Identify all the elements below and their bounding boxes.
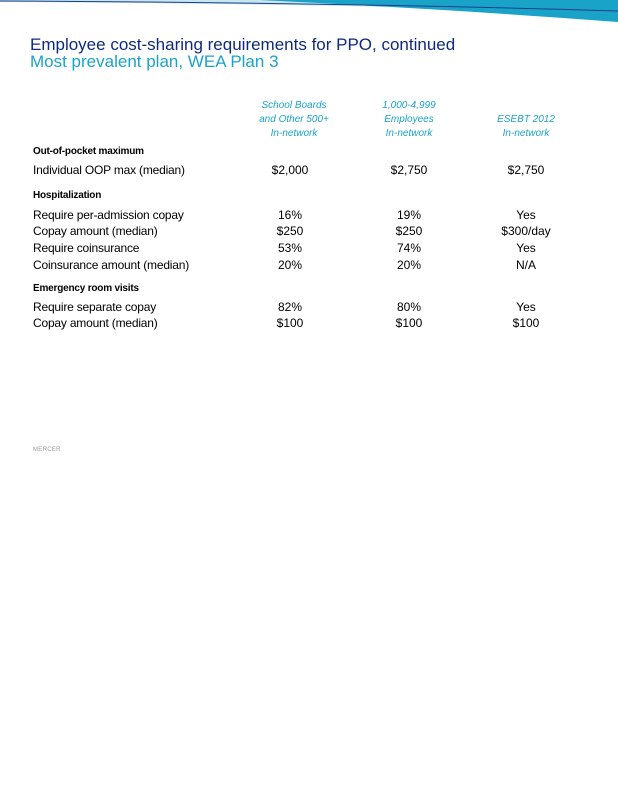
column-header-line: Employees (384, 114, 434, 125)
row-label: Copay amount (median) (33, 316, 158, 330)
column-header-line: 1,000-4,999 (382, 100, 436, 111)
table-row (0, 241, 618, 257)
cell-value: 19% (396, 208, 422, 222)
cell-value: $250 (276, 224, 304, 238)
cell-value: 82% (277, 300, 303, 314)
section-heading-hospitalization: Hospitalization (33, 190, 102, 201)
header-banner-graphic (0, 0, 618, 24)
row-label: Individual OOP max (median) (33, 163, 185, 177)
cell-value: 74% (396, 241, 422, 255)
column-header-line: In-network (270, 128, 318, 139)
table-row (0, 300, 618, 316)
cell-value: $2,000 (271, 163, 309, 177)
cell-value: $100 (512, 316, 540, 330)
footer-logo-text: MERCER (33, 447, 61, 453)
section-heading-emergency-room-visits: Emergency room visits (33, 283, 139, 294)
column-header-line: In-network (385, 128, 433, 139)
row-label: Coinsurance amount (median) (33, 258, 190, 272)
row-label: Copay amount (median) (33, 224, 158, 238)
cell-value: $250 (395, 224, 423, 238)
table-row (0, 163, 618, 179)
column-header-line: ESEBT 2012 (497, 114, 555, 125)
table-row (0, 224, 618, 240)
page-title: Employee cost-sharing requirements for PPO, continued (30, 35, 456, 54)
row-label: Require coinsurance (33, 241, 140, 255)
cell-value: $2,750 (507, 163, 545, 177)
table-row (0, 258, 618, 274)
section-heading-out-of-pocket: Out-of-pocket maximum (33, 146, 144, 157)
cell-value: 20% (396, 258, 422, 272)
cell-value: Yes (516, 241, 536, 255)
row-label: Require per-admission copay (33, 208, 184, 222)
cell-value: $100 (395, 316, 423, 330)
cell-value: Yes (516, 208, 536, 222)
cell-value: N/A (515, 258, 536, 272)
cell-value: 20% (277, 258, 303, 272)
column-header-line: School Boards (261, 100, 327, 111)
page-subtitle: Most prevalent plan, WEA Plan 3 (30, 52, 279, 71)
cell-value: 53% (277, 241, 303, 255)
row-label: Require separate copay (33, 300, 157, 314)
column-header-esebt (471, 113, 581, 141)
cell-value: Yes (516, 300, 536, 314)
cell-value: $100 (276, 316, 304, 330)
cell-value: 80% (396, 300, 422, 314)
table-row (0, 208, 618, 224)
cell-value: $300/day (501, 224, 551, 238)
column-header-employees (354, 99, 464, 141)
column-header-line: In-network (502, 128, 550, 139)
column-header-line: and Other 500+ (259, 114, 329, 125)
table-row (0, 316, 618, 332)
cell-value: $2,750 (390, 163, 428, 177)
cell-value: 16% (277, 208, 303, 222)
column-header-school-boards (239, 99, 349, 141)
